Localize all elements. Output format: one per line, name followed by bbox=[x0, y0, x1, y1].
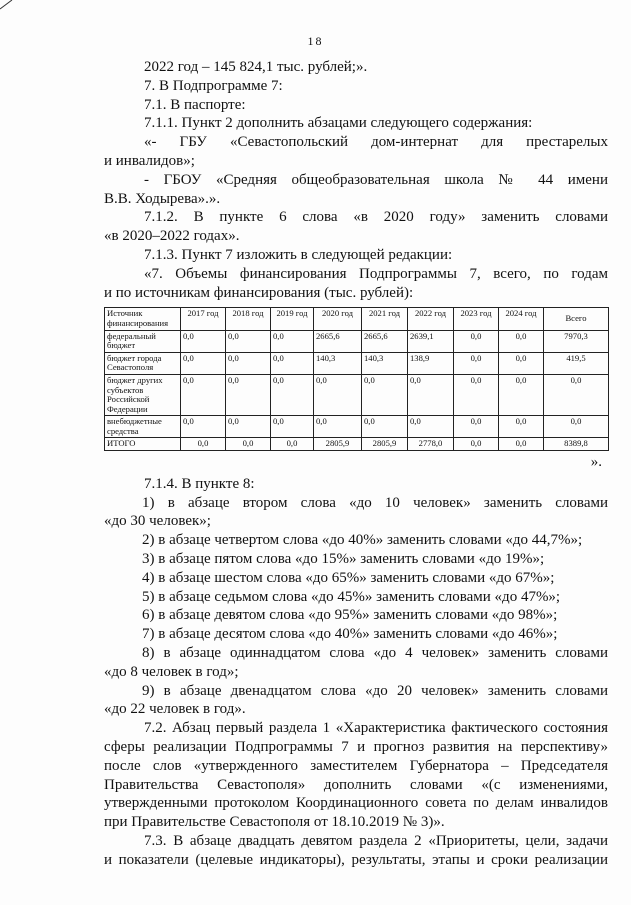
table-cell: 0,0 bbox=[454, 352, 499, 374]
table-cell: 0,0 bbox=[544, 416, 609, 438]
text-line: 7.1. В паспорте: bbox=[144, 96, 246, 113]
text-line: 7.3. В абзаце двадцать девятом раздела 2 «Приоритеты, цели, задачи bbox=[144, 833, 608, 850]
table-cell: 0,0 bbox=[499, 330, 544, 352]
table-total-row bbox=[105, 438, 609, 451]
list-item: 1) в абзаце втором слова «до 10 человек» заменить словами bbox=[142, 494, 608, 511]
table-cell: 0,0 bbox=[499, 438, 544, 451]
table-cell: 2639,1 bbox=[408, 330, 454, 352]
closing-quote: ». bbox=[590, 454, 602, 471]
list-item: 5) в абзаце седьмом слова «до 45%» заменить словами «до 47%»; bbox=[142, 588, 561, 605]
table-cell: 0,0 bbox=[271, 352, 314, 374]
column-header: 2023 год bbox=[454, 308, 499, 330]
list-item: 4) в абзаце шестом слова «до 65%» заменить словами «до 67%»; bbox=[142, 569, 555, 586]
text-line: 7.2. Абзац первый раздела 1 «Характеристика фактического состояния bbox=[144, 720, 608, 737]
table-row bbox=[105, 352, 609, 374]
text-line: «в 2020–2022 годах». bbox=[104, 228, 240, 245]
financing-table bbox=[104, 307, 609, 451]
table-cell: 0,0 bbox=[271, 330, 314, 352]
table-row bbox=[105, 416, 609, 438]
table-cell: 8389,8 bbox=[544, 438, 609, 451]
table-cell: 0,0 bbox=[271, 374, 314, 415]
text-line: - ГБОУ «Средняя общеобразовательная школа № 44 имени bbox=[144, 171, 608, 188]
column-header: Источник финансирования bbox=[105, 308, 181, 330]
table-cell: 0,0 bbox=[271, 438, 314, 451]
text-line: и показатели (целевые индикаторы), результаты, этапы и сроки реализации bbox=[104, 851, 608, 868]
column-header: Всего bbox=[544, 308, 609, 330]
text-line: утвержденными протоколом Координационного совета по делам инвалидов bbox=[104, 795, 608, 812]
table-row bbox=[105, 330, 609, 352]
text-line: 2022 год – 145 824,1 тыс. рублей;». bbox=[144, 59, 368, 75]
table-cell: 0,0 bbox=[314, 416, 362, 438]
table-cell: 0,0 bbox=[181, 438, 226, 451]
table-cell: 138,9 bbox=[408, 352, 454, 374]
table-cell: внебюджетные средства bbox=[105, 416, 181, 438]
table-cell: 0,0 bbox=[226, 352, 271, 374]
table-cell: 0,0 bbox=[181, 352, 226, 374]
text-line: «- ГБУ «Севастопольский дом-интернат для престарелых bbox=[144, 134, 608, 151]
table-cell: 0,0 bbox=[271, 416, 314, 438]
text-line: 7.1.4. В пункте 8: bbox=[144, 475, 255, 492]
text-line: В.В. Ходырева».». bbox=[104, 190, 221, 207]
table-cell: 0,0 bbox=[454, 438, 499, 451]
table-cell: 2665,6 bbox=[362, 330, 408, 352]
table-cell: 0,0 bbox=[499, 352, 544, 374]
column-header: 2017 год bbox=[181, 308, 226, 330]
list-item: 9) в абзаце двенадцатом слова «до 20 человек» заменить словами bbox=[142, 682, 608, 699]
table-cell: бюджет города Севастополя bbox=[105, 352, 181, 374]
table-cell: 0,0 bbox=[408, 374, 454, 415]
table-cell: 7970,3 bbox=[544, 330, 609, 352]
table-cell: 0,0 bbox=[499, 374, 544, 415]
table-cell: 0,0 bbox=[314, 374, 362, 415]
text-line: при Правительстве Севастополя от 18.10.2019 № 3)». bbox=[104, 814, 445, 831]
table-cell: федеральный бюджет bbox=[105, 330, 181, 352]
table-cell: 2805,9 bbox=[362, 438, 408, 451]
table-cell: бюджет других субъектов Российской Федерации bbox=[105, 374, 181, 415]
column-header: 2021 год bbox=[362, 308, 408, 330]
list-item: 6) в абзаце девятом слова «до 95%» заменить словами «до 98%»; bbox=[142, 607, 558, 624]
table-row bbox=[105, 374, 609, 415]
table-cell: 0,0 bbox=[544, 374, 609, 415]
column-header: 2020 год bbox=[314, 308, 362, 330]
table-cell: 0,0 bbox=[454, 374, 499, 415]
text-line: 7.1.1. Пункт 2 дополнить абзацами следующего содержания: bbox=[144, 115, 533, 132]
table-cell: 0,0 bbox=[454, 416, 499, 438]
table-cell: 0,0 bbox=[226, 438, 271, 451]
list-item-continuation: «до 8 человек в год»; bbox=[104, 663, 239, 680]
table-cell: 2778,0 bbox=[408, 438, 454, 451]
table-cell: 0,0 bbox=[362, 416, 408, 438]
column-header: 2019 год bbox=[271, 308, 314, 330]
table-cell: 0,0 bbox=[181, 374, 226, 415]
table-cell: 0,0 bbox=[408, 416, 454, 438]
table-cell: 0,0 bbox=[181, 330, 226, 352]
text-line: Правительства Севастополя» дополнить словами «(с изменениями, bbox=[104, 776, 608, 793]
table-header-row bbox=[105, 308, 609, 330]
text-line: сферы реализации Подпрограммы 7 и прогноз развития на перспективу» bbox=[104, 739, 608, 756]
list-item-continuation: «до 22 человек в год». bbox=[104, 701, 246, 718]
text-line: 7.1.3. Пункт 7 изложить в следующей редакции: bbox=[144, 246, 453, 263]
document-body bbox=[104, 58, 608, 870]
text-line: 7. В Подпрограмме 7: bbox=[144, 77, 283, 94]
table-cell: 0,0 bbox=[499, 416, 544, 438]
text-line: после слов «утвержденного заместителем Губернатора – Председателя bbox=[104, 757, 608, 774]
column-header: 2022 год bbox=[408, 308, 454, 330]
table-cell: 2805,9 bbox=[314, 438, 362, 451]
text-line: 7.1.2. В пункте 6 слова «в 2020 году» заменить словами bbox=[144, 209, 608, 226]
page-number: 18 bbox=[307, 34, 324, 48]
list-item: 2) в абзаце четвертом слова «до 40%» заменить словами «до 44,7%»; bbox=[142, 532, 583, 549]
list-item: 3) в абзаце пятом слова «до 15%» заменить словами «до 19%»; bbox=[142, 551, 545, 568]
list-item-continuation: «до 30 человек»; bbox=[104, 513, 211, 530]
corner-scan-mark bbox=[0, 0, 14, 10]
table-cell: 140,3 bbox=[314, 352, 362, 374]
list-item: 7) в абзаце десятом слова «до 40%» заменить словами «до 46%»; bbox=[142, 626, 558, 643]
table-cell: 419,5 bbox=[544, 352, 609, 374]
column-header: 2018 год bbox=[226, 308, 271, 330]
table-cell: 0,0 bbox=[362, 374, 408, 415]
text-line: и по источникам финансирования (тыс. рублей): bbox=[104, 284, 414, 301]
text-line: «7. Объемы финансирования Подпрограммы 7, всего, по годам bbox=[144, 265, 608, 282]
table-cell: ИТОГО bbox=[105, 438, 181, 451]
table-cell: 0,0 bbox=[181, 416, 226, 438]
list-item: 8) в абзаце одиннадцатом слова «до 4 человек» заменить словами bbox=[142, 645, 608, 662]
table-cell: 0,0 bbox=[226, 416, 271, 438]
table-cell: 0,0 bbox=[226, 374, 271, 415]
column-header: 2024 год bbox=[499, 308, 544, 330]
text-line: и инвалидов»; bbox=[104, 152, 195, 169]
table-cell: 0,0 bbox=[454, 330, 499, 352]
table-cell: 140,3 bbox=[362, 352, 408, 374]
table-cell: 0,0 bbox=[226, 330, 271, 352]
table-cell: 2665,6 bbox=[314, 330, 362, 352]
